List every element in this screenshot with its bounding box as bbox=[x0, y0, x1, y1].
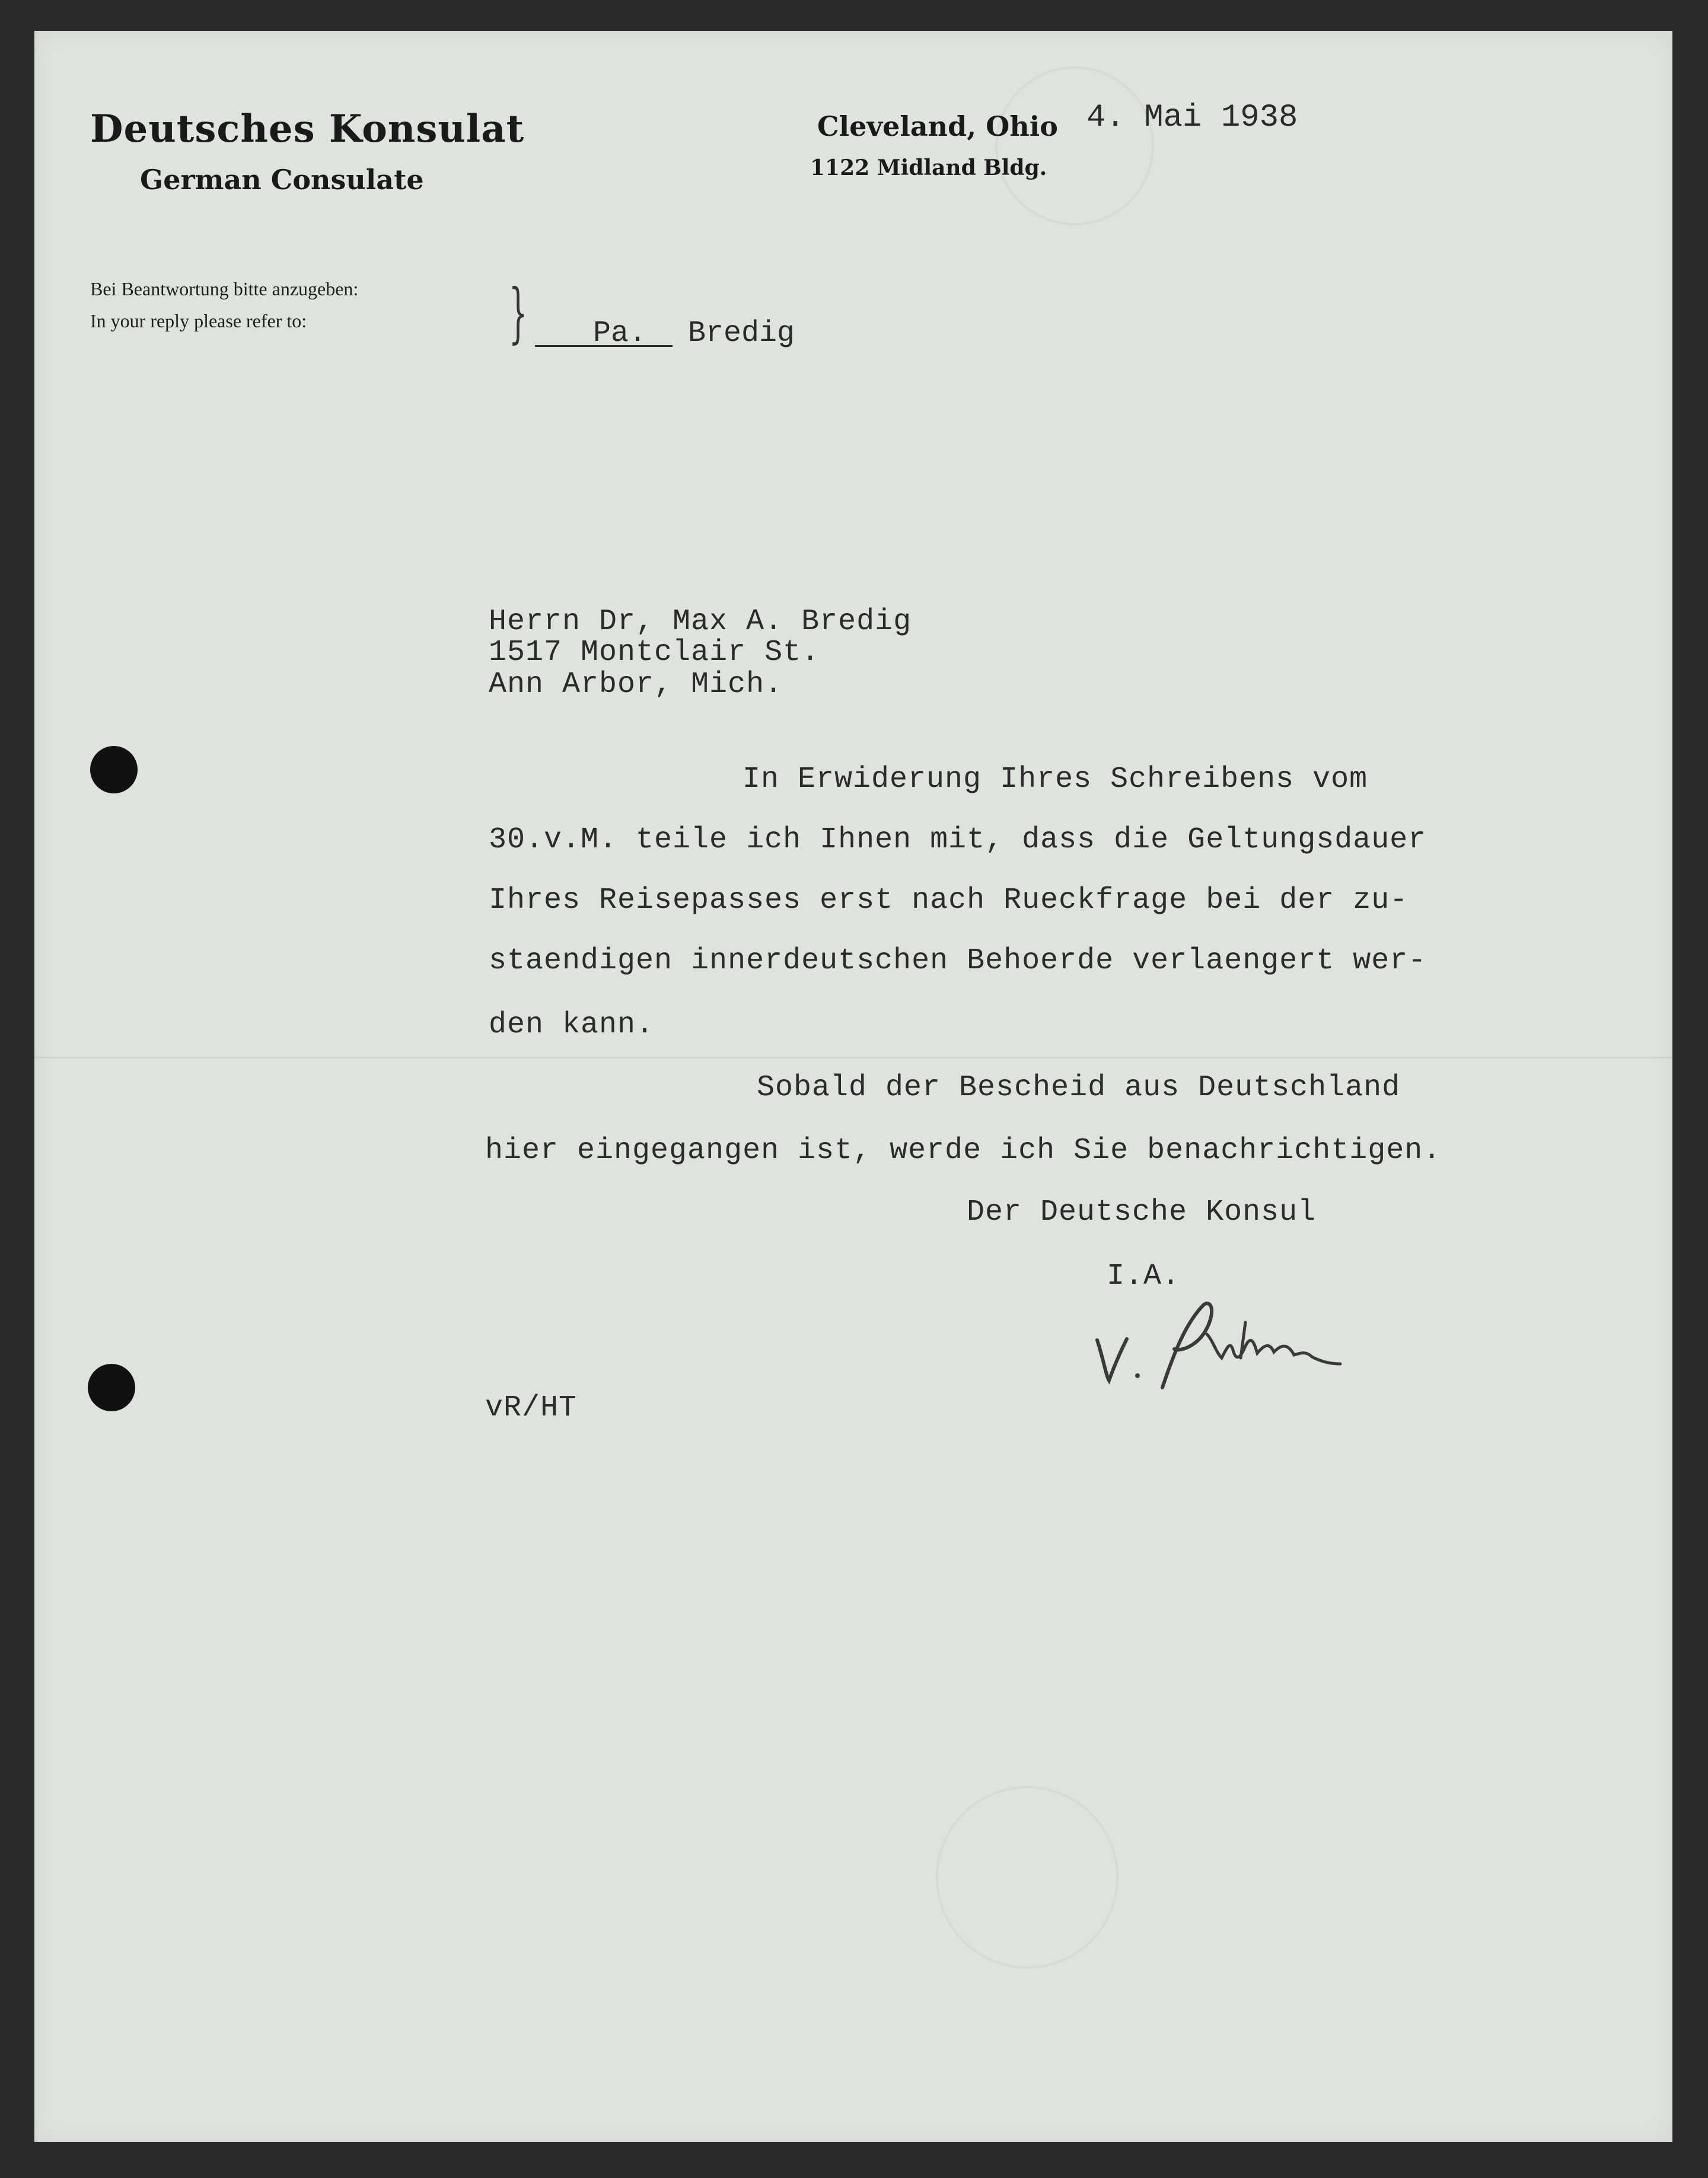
letterhead-city: Cleveland, Ohio bbox=[817, 110, 1058, 142]
body-p1-line-2: 30.v.M. teile ich Ihnen mit, dass die Geltungsdauer bbox=[489, 823, 1427, 857]
recipient-line-3: Ann Arbor, Mich. bbox=[489, 668, 783, 701]
brace-icon: } bbox=[509, 275, 528, 350]
reference-code: Pa. bbox=[593, 317, 647, 350]
body-p1-line-5: den kann. bbox=[489, 1008, 655, 1042]
letterhead-title: Deutsches Konsulat bbox=[90, 107, 525, 151]
faint-stamp-1 bbox=[936, 1786, 1119, 1969]
body-p1-line-1: In Erwiderung Ihres Schreibens vom bbox=[743, 763, 1368, 796]
closing-line-1: Der Deutsche Konsul bbox=[967, 1195, 1317, 1229]
punch-hole-bottom bbox=[88, 1364, 135, 1411]
fold-crease bbox=[34, 1057, 1672, 1058]
reference-name: Bredig bbox=[688, 317, 795, 350]
body-p2-line-1: Sobald der Bescheid aus Deutschland bbox=[757, 1071, 1401, 1105]
letterhead-address: 1122 Midland Bldg. bbox=[810, 155, 1047, 180]
recipient-line-1: Herrn Dr, Max A. Bredig bbox=[489, 605, 912, 639]
body-p1-line-3: Ihres Reisepasses erst nach Rueckfrage bei der zu- bbox=[489, 884, 1409, 917]
body-p1-line-4: staendigen innerdeutschen Behoerde verlaengert wer- bbox=[489, 944, 1427, 978]
signature-image bbox=[1085, 1287, 1394, 1405]
punch-hole-top bbox=[90, 746, 138, 793]
letter-date: 4. Mai 1938 bbox=[1086, 100, 1298, 136]
letterhead-subtitle: German Consulate bbox=[140, 164, 424, 196]
closing-line-2: I.A. bbox=[1107, 1259, 1181, 1293]
reference-label-en: In your reply please refer to: bbox=[90, 310, 307, 331]
body-p2-line-2: hier eingegangen ist, werde ich Sie benachrichtigen. bbox=[485, 1134, 1442, 1168]
reference-label-de: Bei Beantwortung bitte anzugeben: bbox=[90, 278, 359, 299]
faint-stamp-2 bbox=[995, 66, 1154, 225]
recipient-line-2: 1517 Montclair St. bbox=[489, 636, 820, 669]
reference-label bbox=[90, 273, 358, 337]
typist-initials: vR/HT bbox=[485, 1391, 578, 1425]
